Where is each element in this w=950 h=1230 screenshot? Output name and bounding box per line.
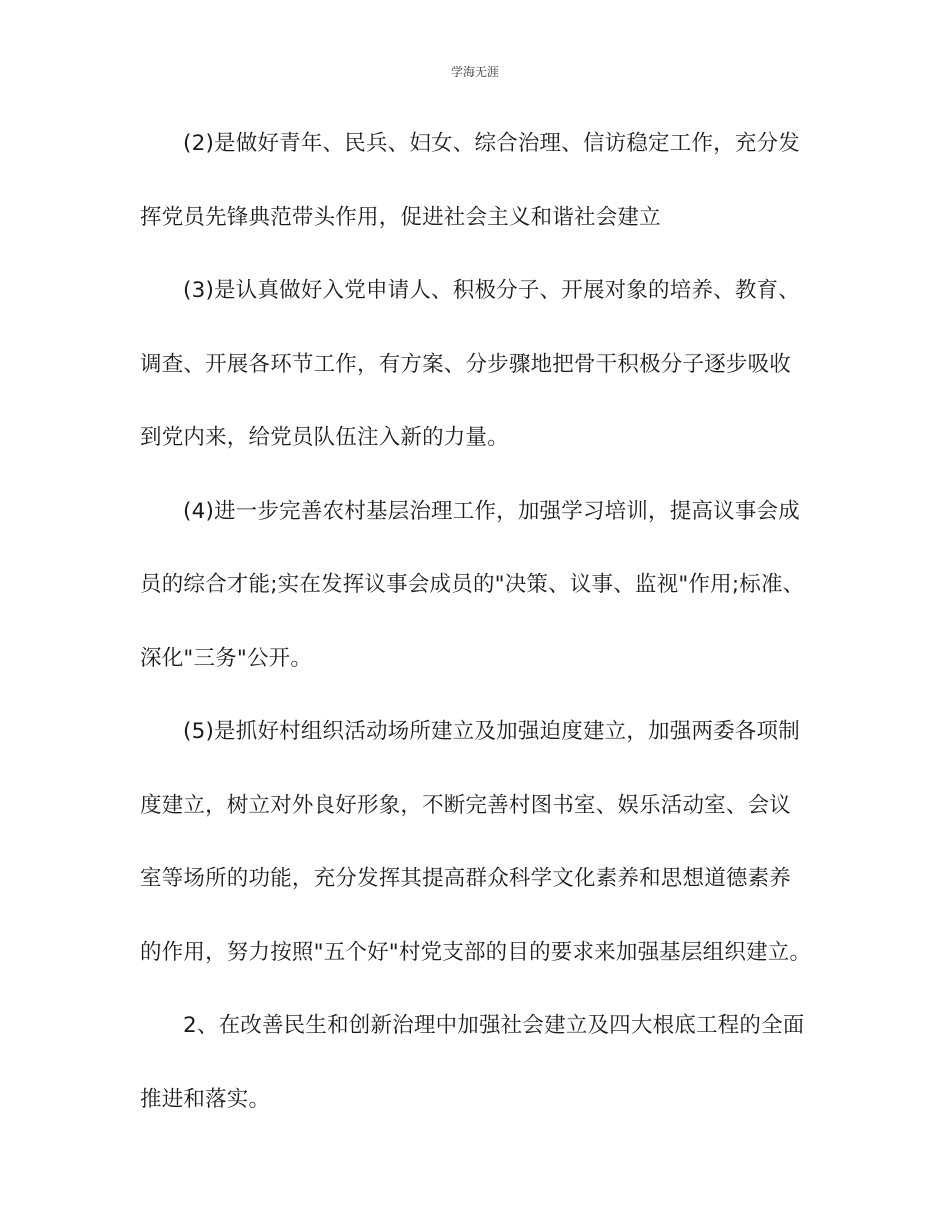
paragraph-5-line-1: (5)是抓好村组织活动场所建立及加强迫度建立，加强两委各项制 bbox=[183, 719, 800, 744]
paragraph-5-line-4: 的作用，努力按照"五个好"村党支部的目的要求来加强基层组织建立。 bbox=[140, 939, 812, 965]
paragraph-5-line-3: 室等场所的功能，充分发挥其提高群众科学文化素养和思想道德素养 bbox=[140, 866, 792, 891]
paragraph-2-line-1: (2)是做好青年、民兵、妇女、综合治理、信访稳定工作，充分发 bbox=[183, 131, 800, 156]
section-2-line-2: 推进和落实。 bbox=[140, 1086, 271, 1112]
paragraph-3-line-2: 调查、开展各环节工作，有方案、分步骤地把骨干积极分子逐步吸收 bbox=[140, 351, 792, 377]
document-body bbox=[140, 118, 820, 1147]
paragraph-5-line-2: 度建立，树立对外良好形象，不断完善村图书室、娱乐活动室、会议 bbox=[140, 792, 792, 818]
paragraph-4-line-2: 员的综合才能;实在发挥议事会成员的"决策、议事、监视"作用;标准、 bbox=[140, 572, 805, 597]
paragraph-4-line-1: (4)进一步完善农村基层治理工作，加强学习培训，提高议事会成 bbox=[183, 498, 800, 524]
page-header: 学海无涯 bbox=[450, 65, 499, 79]
paragraph-4-line-3: 深化"三务"公开。 bbox=[140, 645, 313, 671]
paragraph-3-line-3: 到党内来，给党员队伍注入新的力量。 bbox=[140, 425, 509, 450]
paragraph-3-line-1: (3)是认真做好入党申请人、积极分子、开展对象的培养、教育、 bbox=[183, 278, 800, 303]
section-2-line-1: 2、在改善民生和创新治理中加强社会建立及四大根底工程的全面 bbox=[183, 1013, 805, 1038]
paragraph-2-line-2: 挥党员先锋典范带头作用，促进社会主义和谐社会建立 bbox=[140, 204, 661, 230]
